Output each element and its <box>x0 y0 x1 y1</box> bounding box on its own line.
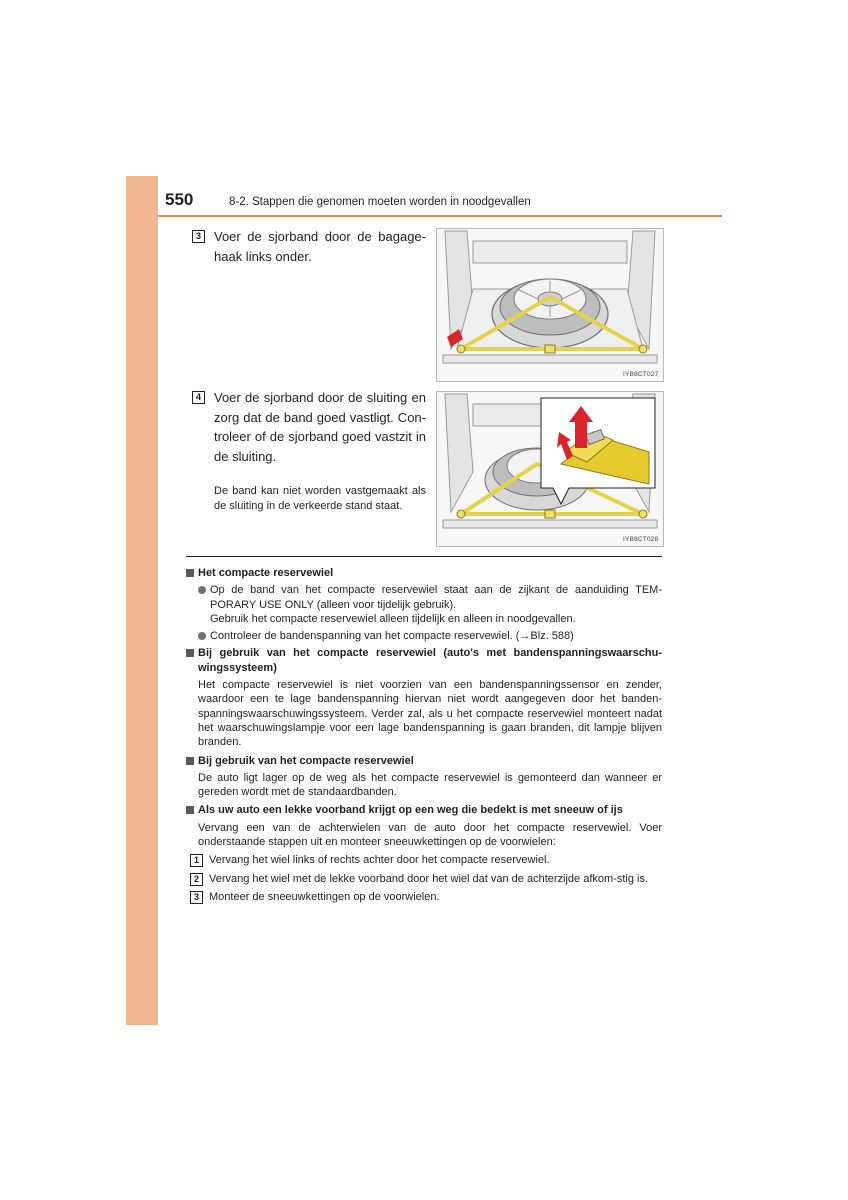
note-bullet <box>186 629 662 643</box>
note-heading: Bij gebruik van het compacte reservewiel (auto's met bandenspanningswaarschu-wingssysteem) <box>186 646 662 675</box>
step-text: Vervang het wiel met de lekke voorband door het wiel dat van de achterzijde afkom-stig is. <box>209 872 649 885</box>
step-number-box: 3 <box>192 230 205 243</box>
buckle-strap-illustration <box>437 392 663 546</box>
numbered-step <box>186 853 662 867</box>
step-number-box: 1 <box>190 854 203 867</box>
note-body: Het compacte reservewiel is niet voorzien van een bandenspanningssensor en zender, waardoor een te lage bandenspanning hiervan niet wordt aangegeven door het banden-spanningswaarschuwingssysteem. Verder zal, als u het compacte reservewiel monteert nadat het waarschuwingslampje voor een lage bandenspanning is gaan branden, dit lampje blijven branden. <box>198 679 662 749</box>
notes-section <box>186 566 662 908</box>
step-4 <box>192 388 428 518</box>
trunk-illustration-2 <box>436 391 664 547</box>
chapter-side-tab <box>126 176 158 1025</box>
bullet-text-continued: Gebruik het compacte reservewiel alleen tijdelijk en alleen in noodgevallen. <box>210 612 576 625</box>
bullet-text: Controleer de bandenspanning van het compacte reservewiel. (→Blz. 588) <box>210 630 574 643</box>
step-text: Vervang het wiel links of rechts achter door het compacte reservewiel. <box>209 854 550 867</box>
figure-code: IYB8CT027 <box>623 371 659 378</box>
note-bullet <box>186 583 662 626</box>
note-body: Vervang een van de achterwielen van de auto door het compacte reservewiel. Voer onderstaande stappen uit en monteer sneeuwkettingen op de voorwielen: <box>198 821 662 849</box>
step-text: Voer de sjorband door de bagage-haak links onder. <box>214 229 426 264</box>
note-heading: Het compacte reservewiel <box>186 566 662 580</box>
numbered-step <box>186 890 662 904</box>
bullet-dot-icon <box>198 586 206 594</box>
step-number-box: 4 <box>192 391 205 404</box>
page-number: 550 <box>165 190 194 209</box>
spare-wheel-strap-illustration <box>437 229 663 381</box>
step-number-box: 2 <box>190 873 203 886</box>
section-divider <box>186 556 662 557</box>
step-text: Monteer de sneeuwkettingen op de voorwielen. <box>209 890 440 903</box>
note-body: De auto ligt lager op de weg als het compacte reservewiel is gemonteerd dan wanneer er gereden wordt met de standaardbanden. <box>198 771 662 799</box>
header-rule <box>158 215 722 217</box>
bullet-dot-icon <box>198 632 206 640</box>
step-note: De band kan niet worden vastgemaakt als de sluiting in de verkeerde stand staat. <box>214 485 426 512</box>
note-heading: Bij gebruik van het compacte reservewiel <box>186 754 662 768</box>
step-text: Voer de sjorband door de sluiting en zorg dat de band goed vastligt. Con-troleer of de sjorband goed vastzit in de sluiting. <box>214 390 426 464</box>
section-title: 8-2. Stappen die genomen moeten worden in noodgevallen <box>229 196 531 208</box>
figure-code: IYB8CT028 <box>623 536 659 543</box>
numbered-step <box>186 872 662 886</box>
trunk-illustration-1 <box>436 228 664 382</box>
note-heading: Als uw auto een lekke voorband krijgt op een weg die bedekt is met sneeuw of ijs <box>186 803 662 817</box>
step-number-box: 3 <box>190 891 203 904</box>
step-3 <box>192 227 428 264</box>
bullet-text: Op de band van het compacte reservewiel staat aan de zijkant de aanduiding TEM-PORARY USE ONLY (alleen voor tijdelijk gebruik). <box>210 584 662 611</box>
